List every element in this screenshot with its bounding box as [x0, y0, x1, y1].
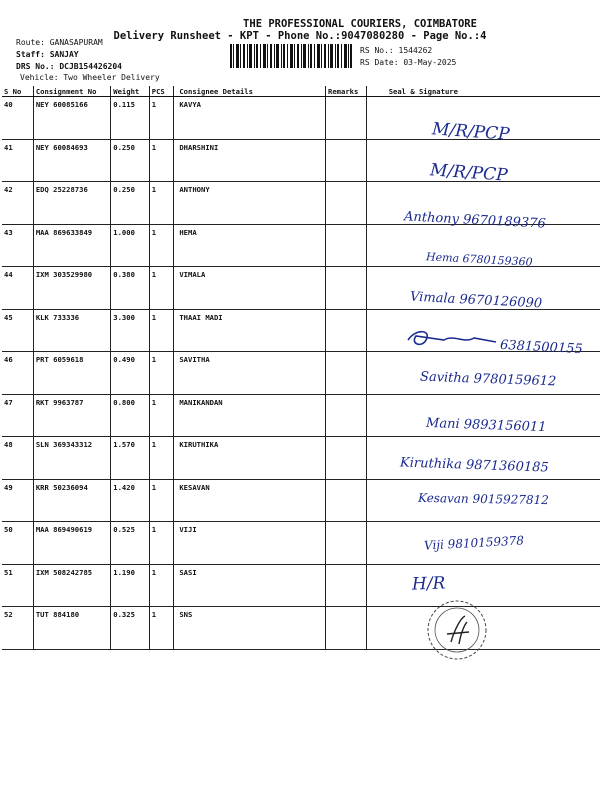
cell-pcs: 1: [149, 224, 174, 267]
cell-remarks: [326, 479, 367, 522]
cell-consignee: SAVITHA: [174, 352, 326, 395]
cell-pcs: 1: [149, 352, 174, 395]
cell-sno: 40: [2, 97, 33, 140]
handwritten-signature: M/R/PCP: [431, 119, 511, 145]
cell-consignment: RKT 9963787: [33, 394, 110, 437]
cell-remarks: [326, 607, 367, 650]
handwritten-signature: H/R: [411, 573, 446, 595]
cell-consignment: EDQ 25228736: [33, 182, 110, 225]
cell-consignment: NEY 60084693: [33, 139, 110, 182]
cell-remarks: [326, 182, 367, 225]
col-consignment: Consignment No: [33, 86, 110, 97]
cell-consignee: ANTHONY: [174, 182, 326, 225]
company-title: THE PROFESSIONAL COURIERS, COIMBATORE: [243, 18, 477, 30]
vehicle-label: Vehicle: Two Wheeler Delivery: [20, 73, 160, 82]
cell-sno: 52: [2, 607, 33, 650]
cell-weight: 0.250: [111, 182, 150, 225]
cell-sno: 48: [2, 437, 33, 480]
cell-consignment: MAA 869490619: [33, 522, 110, 565]
handwritten-signature: 6381500155: [499, 337, 584, 358]
cell-sno: 44: [2, 267, 33, 310]
cell-remarks: [326, 224, 367, 267]
cell-pcs: 1: [149, 394, 174, 437]
cell-weight: 0.115: [111, 97, 150, 140]
cell-pcs: 1: [149, 479, 174, 522]
cell-remarks: [326, 522, 367, 565]
cell-remarks: [326, 352, 367, 395]
cell-remarks: [326, 564, 367, 607]
cell-consignee: DHARSHINI: [174, 139, 326, 182]
cell-weight: 1.420: [111, 479, 150, 522]
cell-remarks: [326, 97, 367, 140]
cell-pcs: 1: [149, 97, 174, 140]
cell-weight: 0.250: [111, 139, 150, 182]
cell-remarks: [326, 394, 367, 437]
barcode: [230, 44, 352, 68]
table-row: [2, 607, 600, 650]
handwritten-signature: Kiruthika 9871360185: [399, 455, 549, 476]
cell-sno: 49: [2, 479, 33, 522]
rs-number: RS No.: 1544262: [360, 46, 433, 55]
handwritten-signature: Kesavan 9015927812: [417, 490, 550, 508]
cell-sno: 41: [2, 139, 33, 182]
cell-pcs: 1: [149, 309, 174, 352]
cell-sno: 42: [2, 182, 33, 225]
handwritten-signature: Viji 9810159378: [423, 533, 525, 553]
cell-remarks: [326, 309, 367, 352]
cell-weight: 0.380: [111, 267, 150, 310]
col-details: Consignee Details: [174, 86, 326, 97]
handwritten-signature: M/R/PCP: [429, 160, 509, 186]
signature-scribble: [404, 326, 500, 350]
cell-consignment: TUT 884180: [33, 607, 110, 650]
cell-weight: 1.000: [111, 224, 150, 267]
cell-consignee: KESAVAN: [174, 479, 326, 522]
cell-consignment: NEY 60085166: [33, 97, 110, 140]
cell-consignee: THAAI MADI: [174, 309, 326, 352]
col-pcs: PCS: [149, 86, 174, 97]
cell-pcs: 1: [149, 267, 174, 310]
drs-label: DRS No.: DCJB154426204: [16, 62, 122, 71]
stamp-seal: [425, 598, 489, 662]
cell-consignee: VIJI: [174, 522, 326, 565]
cell-consignee: KIRUTHIKA: [174, 437, 326, 480]
cell-consignee: SASI: [174, 564, 326, 607]
cell-remarks: [326, 139, 367, 182]
cell-consignee: VIMALA: [174, 267, 326, 310]
cell-sno: 50: [2, 522, 33, 565]
handwritten-signature: Anthony 9670189376: [403, 209, 547, 232]
col-signature: Seal & Signature: [366, 86, 600, 97]
cell-consignment: KLK 733336: [33, 309, 110, 352]
cell-consignee: SNS: [174, 607, 326, 650]
cell-weight: 3.300: [111, 309, 150, 352]
handwritten-signature: Hema 6780159360: [425, 250, 533, 269]
cell-remarks: [326, 267, 367, 310]
runsheet-table: [2, 86, 600, 650]
cell-weight: 1.190: [111, 564, 150, 607]
cell-sno: 46: [2, 352, 33, 395]
cell-pcs: 1: [149, 437, 174, 480]
table-row: [2, 97, 600, 140]
table-header-row: [2, 86, 600, 97]
col-remarks: Remarks: [326, 86, 367, 97]
cell-weight: 0.525: [111, 522, 150, 565]
cell-consignment: MAA 869633849: [33, 224, 110, 267]
handwritten-signature: Savitha 9780159612: [419, 369, 557, 390]
cell-pcs: 1: [149, 564, 174, 607]
cell-consignee: HEMA: [174, 224, 326, 267]
cell-consignment: KRR 50236094: [33, 479, 110, 522]
handwritten-signature: Vimala 9670126090: [409, 289, 543, 312]
cell-pcs: 1: [149, 607, 174, 650]
cell-sno: 51: [2, 564, 33, 607]
handwritten-signature: Mani 9893156011: [425, 415, 547, 436]
cell-sno: 43: [2, 224, 33, 267]
cell-weight: 0.800: [111, 394, 150, 437]
cell-weight: 1.570: [111, 437, 150, 480]
cell-pcs: 1: [149, 182, 174, 225]
cell-sno: 45: [2, 309, 33, 352]
staff-label: Staff: SANJAY: [16, 50, 79, 59]
route-label: Route: GANASAPURAM: [16, 38, 103, 47]
cell-consignee: MANIKANDAN: [174, 394, 326, 437]
cell-weight: 0.490: [111, 352, 150, 395]
cell-weight: 0.325: [111, 607, 150, 650]
cell-consignee: KAVYA: [174, 97, 326, 140]
cell-remarks: [326, 437, 367, 480]
cell-consignment: IXM 303529980: [33, 267, 110, 310]
runsheet-subtitle: Delivery Runsheet - KPT - Phone No.:9047080280 - Page No.:4: [113, 30, 487, 42]
table-row: [2, 139, 600, 182]
cell-consignment: PRT 6059618: [33, 352, 110, 395]
table-row: [2, 564, 600, 607]
col-weight: Weight: [111, 86, 150, 97]
cell-pcs: 1: [149, 139, 174, 182]
cell-consignment: IXM 508242785: [33, 564, 110, 607]
cell-consignment: SLN 369343312: [33, 437, 110, 480]
cell-sno: 47: [2, 394, 33, 437]
col-sno: S No: [2, 86, 33, 97]
cell-pcs: 1: [149, 522, 174, 565]
rs-date: RS Date: 03-May-2025: [360, 58, 457, 67]
